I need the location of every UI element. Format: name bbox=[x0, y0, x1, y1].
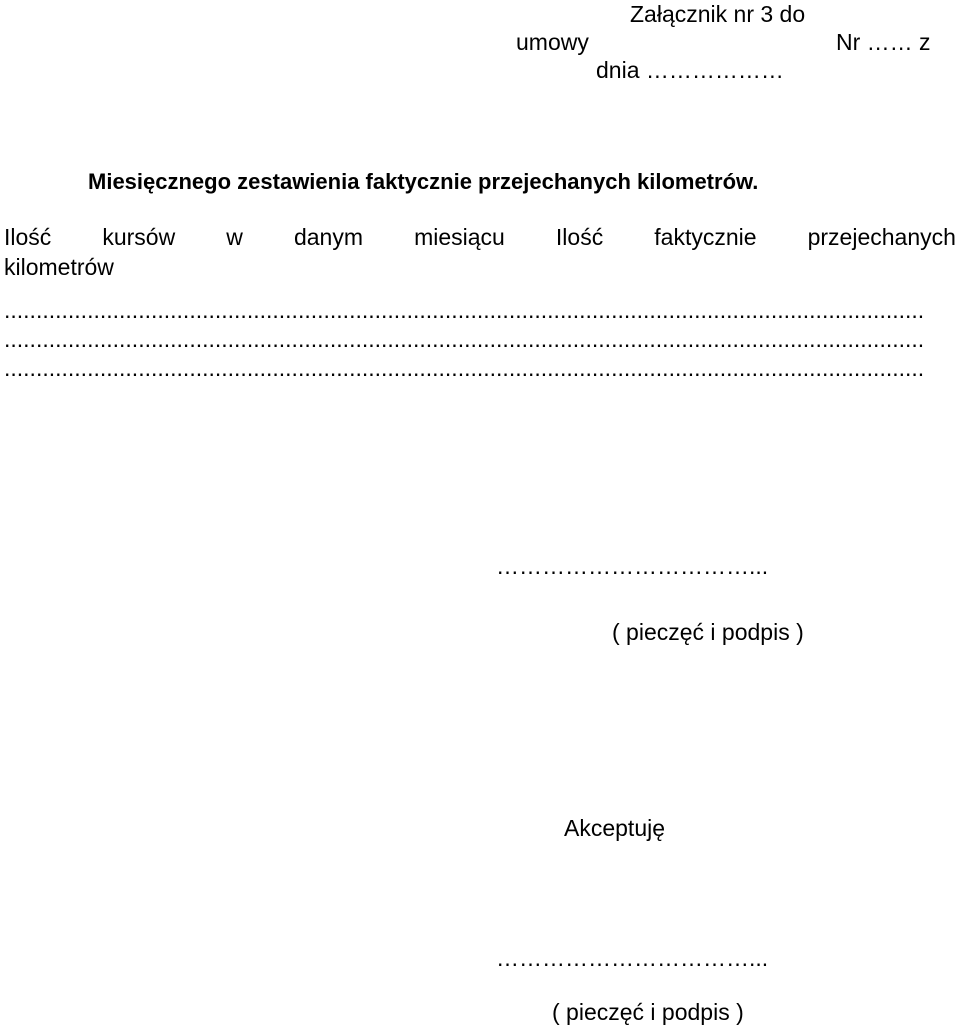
signature-caption: ( pieczęć i podpis ) bbox=[552, 999, 744, 1025]
contract-date-label: dnia ……………… bbox=[596, 57, 784, 83]
annex-title: Załącznik nr 3 do bbox=[630, 1, 806, 27]
body-word: danym bbox=[293, 224, 364, 250]
contract-number-label: Nr …… z bbox=[836, 29, 931, 55]
body-word: Ilość bbox=[555, 224, 604, 250]
body-word: w bbox=[226, 224, 243, 250]
document-title: Miesięcznego zestawienia faktycznie przejechanych kilometrów. bbox=[88, 169, 759, 194]
contract-word: umowy bbox=[516, 29, 589, 55]
body-word: kursów bbox=[102, 224, 176, 250]
body-word: miesiącu bbox=[414, 224, 505, 250]
dotted-fill-line: ................................................................................................................................................ bbox=[4, 326, 925, 352]
signature-line: ……………………………... bbox=[496, 553, 769, 579]
signature-line: ……………………………... bbox=[496, 945, 769, 971]
body-text-line bbox=[4, 223, 956, 251]
body-word: Ilość bbox=[4, 224, 52, 250]
signature-caption: ( pieczęć i podpis ) bbox=[612, 619, 804, 645]
body-text-last-line: kilometrów bbox=[4, 254, 114, 280]
dotted-fill-line: ................................................................................................................................................ bbox=[4, 355, 925, 381]
acceptance-label: Akceptuję bbox=[564, 815, 666, 841]
body-word: faktycznie bbox=[654, 224, 757, 250]
body-word: przejechanych bbox=[807, 224, 956, 250]
dotted-fill-line: ................................................................................................................................................ bbox=[4, 297, 925, 323]
